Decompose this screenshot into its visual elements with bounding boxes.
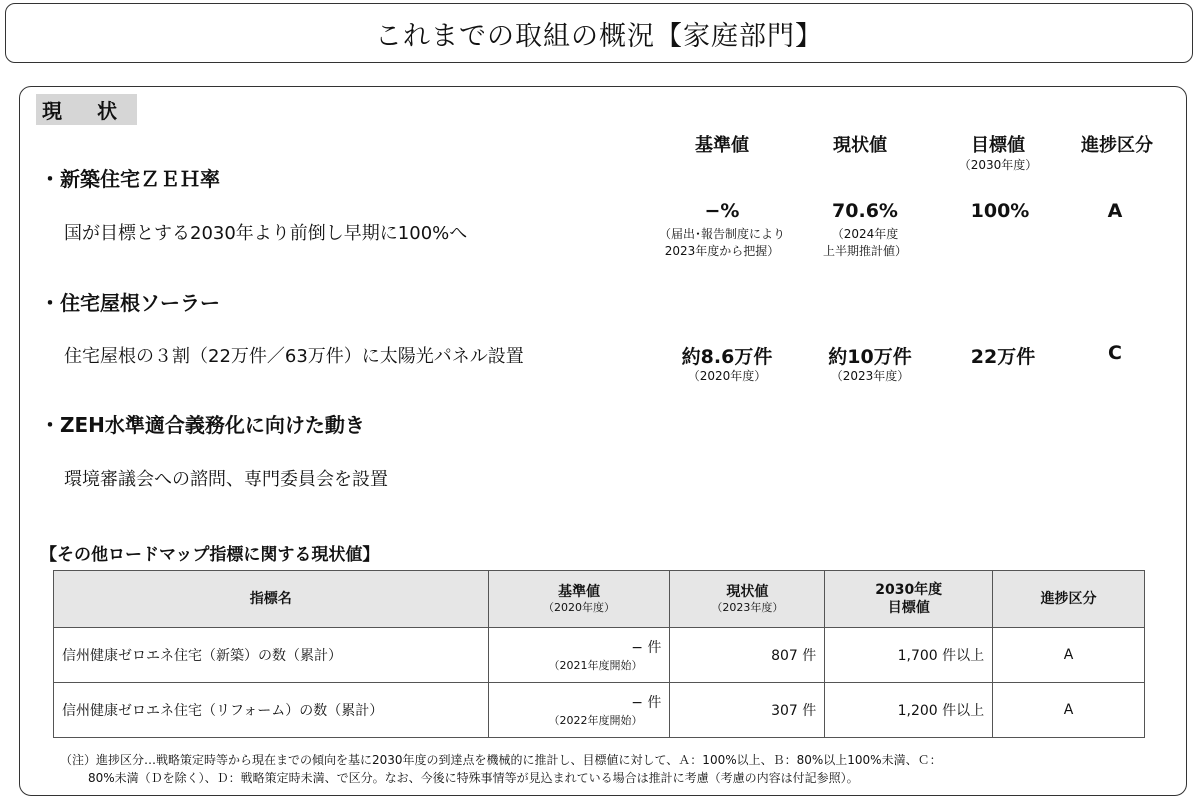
col-current-header: 現状値 bbox=[833, 135, 887, 156]
col-target-subheader: （2030年度） bbox=[958, 158, 1038, 172]
th-current: 現状値 （2023年度） bbox=[670, 571, 825, 628]
row-target: 1,200 件以上 bbox=[825, 683, 993, 738]
row-base: − 件 （2022年度開始） bbox=[488, 683, 670, 738]
solar-progress: C bbox=[1108, 342, 1122, 364]
item-heading-solar: ・住宅屋根ソーラー bbox=[40, 291, 220, 315]
row-progress: A bbox=[993, 683, 1145, 738]
row-current: 807 件 bbox=[670, 628, 825, 683]
col-target-header: 目標値 bbox=[971, 135, 1025, 156]
item-heading-zeh-mandate: ・ZEH水準適合義務化に向けた動き bbox=[40, 413, 365, 437]
solar-current-note: （2023年度） bbox=[830, 369, 910, 383]
item-desc-solar: 住宅屋根の３割（22万件／63万件）に太陽光パネル設置 bbox=[64, 346, 524, 367]
row-target: 1,700 件以上 bbox=[825, 628, 993, 683]
page-title: これまでの取組の概況【家庭部門】 bbox=[5, 3, 1193, 63]
table-header-row bbox=[54, 571, 1145, 628]
zeh-current-value: 70.6% bbox=[832, 200, 898, 222]
table-row bbox=[54, 683, 1145, 738]
th-name: 指標名 bbox=[54, 571, 489, 628]
roadmap-table bbox=[53, 570, 1145, 738]
th-target: 2030年度 目標値 bbox=[825, 571, 993, 628]
th-progress: 進捗区分 bbox=[993, 571, 1145, 628]
row-base: − 件 （2021年度開始） bbox=[488, 628, 670, 683]
zeh-target-value: 100% bbox=[970, 200, 1030, 222]
footnote: （注）進捗区分…戦略策定時等から現在までの傾向を基に2030年度の到達点を機械的に推計し、目標値に対して、Ａ：100%以上、Ｂ：80%以上100%未満、Ｃ： 80%未満（Ｄを除く）、Ｄ：戦略策定時未満、で区分。なお、今後に特殊事情等が見込まれている場合は推計に考慮（考慮の内容は付記参照）。 bbox=[60, 753, 942, 785]
row-progress: A bbox=[993, 628, 1145, 683]
status-label: 現 状 bbox=[36, 94, 137, 125]
zeh-progress: A bbox=[1107, 200, 1123, 222]
zeh-base-note: （届出･報告制度により 2023年度から把握） bbox=[658, 227, 785, 259]
col-base-header: 基準値 bbox=[695, 135, 749, 156]
solar-target-value: 22万件 bbox=[970, 346, 1036, 368]
solar-current-value: 約10万件 bbox=[828, 346, 912, 368]
zeh-base-value: −% bbox=[704, 200, 740, 222]
item-heading-zeh: ・新築住宅ＺＥＨ率 bbox=[40, 167, 220, 191]
th-base: 基準値 （2020年度） bbox=[488, 571, 670, 628]
item-desc-zeh: 国が目標とする2030年より前倒し早期に100%へ bbox=[64, 223, 468, 244]
roadmap-section-title: 【その他ロードマップ指標に関する現状値】 bbox=[40, 545, 380, 565]
row-current: 307 件 bbox=[670, 683, 825, 738]
col-progress-header: 進捗区分 bbox=[1081, 135, 1153, 156]
item-desc-zeh-mandate: 環境審議会への諮問、専門委員会を設置 bbox=[64, 469, 388, 490]
solar-base-note: （2020年度） bbox=[687, 369, 767, 383]
zeh-current-note: （2024年度 上半期推計値） bbox=[822, 227, 907, 259]
row-name: 信州健康ゼロエネ住宅（新築）の数（累計） bbox=[54, 628, 489, 683]
row-name: 信州健康ゼロエネ住宅（リフォーム）の数（累計） bbox=[54, 683, 489, 738]
table-row bbox=[54, 628, 1145, 683]
solar-base-value: 約8.6万件 bbox=[681, 346, 773, 368]
